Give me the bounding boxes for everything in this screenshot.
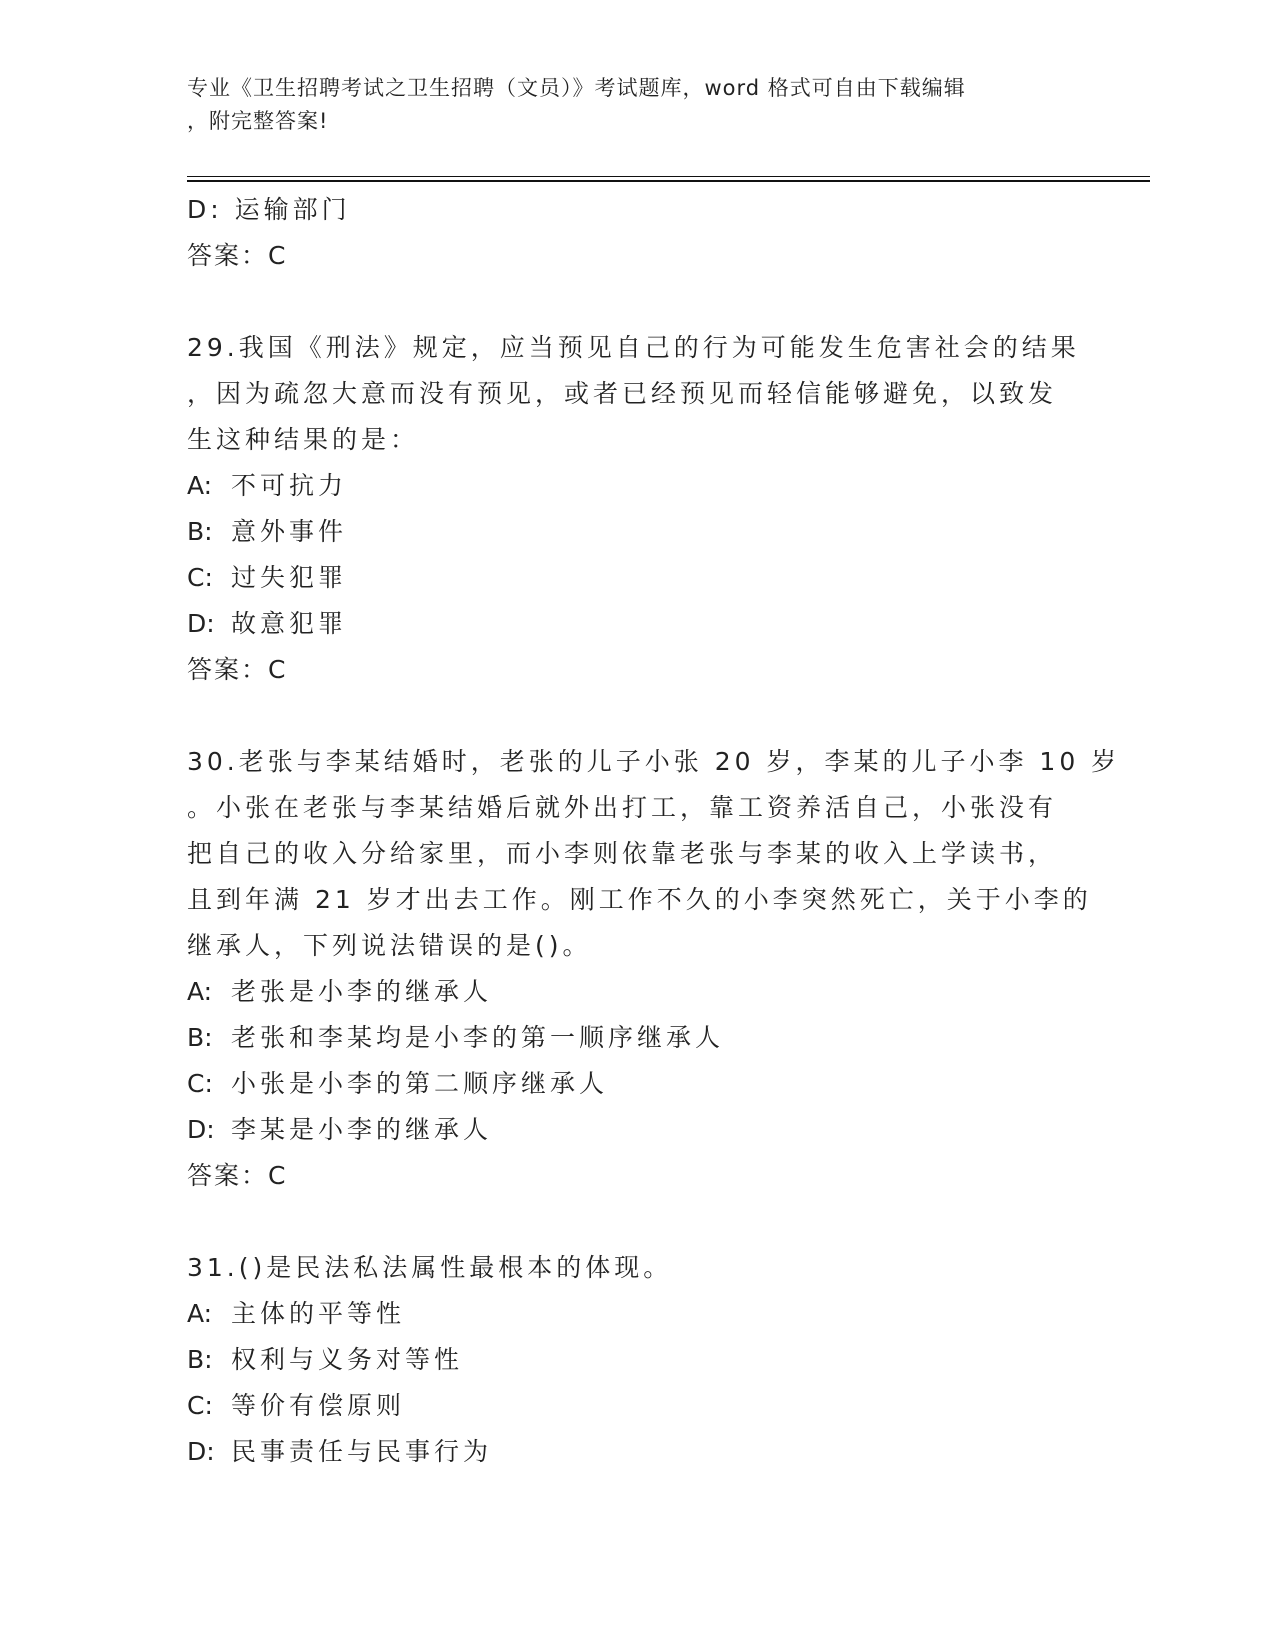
question-line: ，因为疏忽大意而没有预见，或者已经预见而轻信能够避免，以致发 (187, 379, 1058, 408)
question-31-option-c (187, 1383, 1087, 1429)
spacer (187, 693, 1087, 739)
option-text: 等价有偿原则 (231, 1391, 406, 1420)
question-line: 30.老张与李某结婚时，老张的儿子小张 20 岁，李某的儿子小李 10 岁 (187, 747, 1121, 776)
question-30-text (187, 739, 1121, 969)
prev-option-d: D: 运输部门 (187, 195, 351, 224)
spacer (187, 1199, 1087, 1245)
option-text: 小张是小李的第二顺序继承人 (231, 1069, 609, 1098)
option-text: 权利与义务对等性 (231, 1345, 464, 1374)
option-letter: D: (187, 1437, 215, 1466)
option-text: 主体的平等性 (231, 1299, 406, 1328)
question-line: 且到年满 21 岁才出去工作。刚工作不久的小李突然死亡，关于小李的 (187, 885, 1092, 914)
question-list (187, 187, 1121, 1475)
question-line: 。小张在老张与李某结婚后就外出打工，靠工资养活自己，小张没有 (187, 793, 1058, 822)
question-31-option-a (187, 1291, 1087, 1337)
option-letter: A: (187, 977, 213, 1006)
option-text: 故意犯罪 (231, 609, 348, 638)
question-line: 生这种结果的是： (187, 425, 420, 454)
question-29 (187, 325, 1087, 693)
option-letter: C: (187, 563, 213, 592)
option-text: 不可抗力 (231, 471, 348, 500)
question-line: 29.我国《刑法》规定，应当预见自己的行为可能发生危害社会的结果 (187, 333, 1080, 362)
option-letter: B: (187, 1023, 213, 1052)
option-letter: A: (187, 1299, 213, 1328)
option-letter: C: (187, 1391, 213, 1420)
option-letter: B: (187, 517, 213, 546)
question-29-option-b (187, 509, 1087, 555)
header-line-2: ，附完整答案! (187, 109, 329, 133)
header-line-1: 专业《卫生招聘考试之卫生招聘（文员）》考试题库，word 格式可自由下载编辑 (187, 76, 966, 100)
option-letter: D: (187, 609, 215, 638)
option-text: 民事责任与民事行为 (231, 1437, 493, 1466)
question-line: 把自己的收入分给家里，而小李则依靠老张与李某的收入上学读书， (187, 839, 1058, 868)
question-30-answer: 答案：C (187, 1161, 288, 1190)
option-text: 老张是小李的继承人 (231, 977, 493, 1006)
option-letter: D: (187, 1115, 215, 1144)
question-30-option-a (187, 969, 1087, 1015)
option-text: 意外事件 (231, 517, 348, 546)
question-line: 31.()是民法私法属性最根本的体现。 (187, 1253, 673, 1282)
question-30-option-c (187, 1061, 1087, 1107)
document-header (187, 72, 1087, 138)
question-31-text (187, 1245, 1087, 1291)
header-rule-thick (187, 180, 1150, 182)
question-30-option-b (187, 1015, 1087, 1061)
question-29-option-a (187, 463, 1087, 509)
question-30 (187, 739, 1121, 1199)
question-29-option-c (187, 555, 1087, 601)
question-31-option-d (187, 1429, 1087, 1475)
header-rule-thin (187, 176, 1150, 177)
option-letter: B: (187, 1345, 213, 1374)
question-31-option-b (187, 1337, 1087, 1383)
option-text: 过失犯罪 (231, 563, 348, 592)
question-29-text (187, 325, 1087, 463)
question-31 (187, 1245, 1087, 1475)
option-letter: C: (187, 1069, 213, 1098)
spacer (187, 279, 1087, 325)
prev-answer: 答案：C (187, 241, 288, 270)
option-letter: A: (187, 471, 213, 500)
question-30-option-d (187, 1107, 1087, 1153)
question-29-option-d (187, 601, 1087, 647)
option-text: 李某是小李的继承人 (231, 1115, 493, 1144)
option-text: 老张和李某均是小李的第一顺序继承人 (231, 1023, 725, 1052)
question-29-answer: 答案：C (187, 655, 288, 684)
question-line: 继承人，下列说法错误的是()。 (187, 931, 592, 960)
